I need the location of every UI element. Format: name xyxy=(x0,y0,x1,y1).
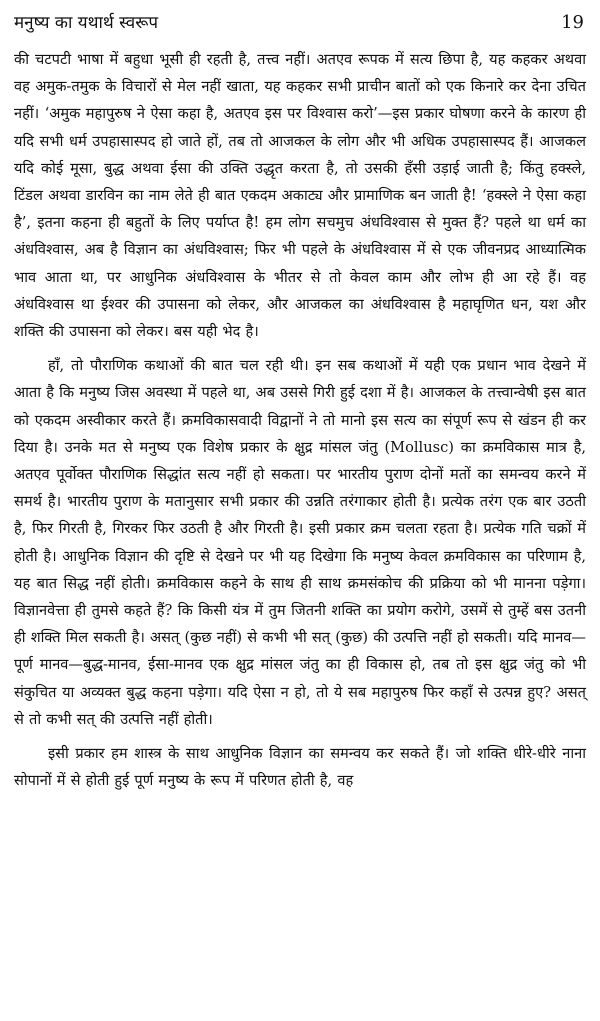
body-text xyxy=(14,46,586,794)
paragraph-3: इसी प्रकार हम शास्त्र के साथ आधुनिक विज्ञान का समन्वय कर सकते हैं। जो शक्ति धीरे-धीरे नाना सोपानों में से होती हुई पूर्ण मनुष्य के रूप में परिणत होती है, वह xyxy=(14,745,586,790)
paragraph-2: हाँ, तो पौराणिक कथाओं की बात चल रही थी। इन सब कथाओं में यही एक प्रधान भाव देखने में आता है कि मनुष्य जिस अवस्था में पहले था, अब उससे गिरी हुई दशा में है। आजकल के तत्त्वान्वेषी इस बात को एकदम अस्वीकार करते हैं। क्रमविकासवादी विद्वानों ने तो मानो इस सत्य का संपूर्ण रूप से खंडन ही कर दिया है। उनके मत से मनुष्य एक विशेष प्रकार के क्षुद्र मांसल जंतु (Mollusc) का क्रमविकास मात्र है, अतएव पूर्वोक्त पौराणिक सिद्धांत सत्य नहीं हो सकता। पर भारतीय पुराण दोनों मतों का समन्वय करने में समर्थ है। भारतीय पुराण के मतानुसार सभी प्रकार की उन्नति तरंगाकार होती है। प्रत्येक तरंग एक बार उठती है, फिर गिरती है, गिरकर फिर उठती है और गिरती है। इसी प्रकार क्रम चलता रहता है। प्रत्येक गति चक्रों में होती है। आधुनिक विज्ञान की दृष्टि से देखने पर भी यह दिखेगा कि मनुष्य केवल क्रमविकास का परिणाम है, यह बात सिद्ध नहीं होती। क्रमविकास कहने के साथ ही साथ क्रमसंकोच की प्रक्रिया को भी मानना पड़ेगा। विज्ञानवेत्ता ही तुमसे कहते हैं? कि किसी यंत्र में तुम जितनी शक्ति का प्रयोग करोगे, उसमें से तुम्हें बस उतनी ही शक्ति मिल सकती है। असत् (कुछ नहीं) से कभी भी सत् (कुछ) की उत्पत्ति नहीं हो सकती। यदि मानव—पूर्ण मानव—बुद्ध-मानव, ईसा-मानव एक क्षुद्र मांसल जंतु का ही विकास हो, तब तो इस क्षुद्र जंतु को भी संकुचित या अव्यक्त बुद्ध कहना पड़ेगा। यदि ऐसा न हो, तो ये सब महापुरुष फिर कहाँ से उत्पन्न हुए? असत् से तो कभी सत् की उत्पत्ति नहीं होती। xyxy=(14,357,586,728)
running-title: मनुष्य का यथार्थ स्वरूप xyxy=(14,13,159,33)
running-head xyxy=(14,8,586,46)
page-number: 19 xyxy=(561,12,584,33)
paragraph-1: की चटपटी भाषा में बहुधा भूसी ही रहती है, तत्त्व नहीं। अतएव रूपक में सत्य छिपा है, यह कहकर अथवा वह अमुक-तमुक के विचारों से मेल नहीं खाता, यह कहकर सभी प्राचीन बातों को एक किनारे कर देना उचित नहीं। ‘अमुक महापुरुष ने ऐसा कहा है, अतएव इस पर विश्वास करो’—इस प्रकार घोषणा करने के कारण ही यदि सभी धर्म उपहासास्पद हो जाते हों, तब तो आजकल के लोग और भी अधिक उपहासास्पद हैं। आजकल यदि कोई मूसा, बुद्ध अथवा ईसा की उक्ति उद्धृत करता है, तो उसकी हँसी उड़ाई जाती है; किंतु हक्स्ले, टिंडल अथवा डारविन का नाम लेते ही बात एकदम अकाट्य और प्रामाणिक बन जाती है! ‘हक्स्ले ने ऐसा कहा है’, इतना कहना ही बहुतों के लिए पर्याप्त है! हम लोग सचमुच अंधविश्वास से मुक्त हैं? पहले था धर्म का अंधविश्वास, अब है विज्ञान का अंधविश्वास; फिर भी पहले के अंधविश्वास में से एक जीवनप्रद आध्यात्मिक भाव आता था, पर आधुनिक अंधविश्वास के भीतर से तो केवल काम और लोभ ही आ रहे हैं। वह अंधविश्वास था ईश्वर की उपासना को लेकर, और आजकल का अंधविश्वास है महाघृणित धन, यश और शक्ति की उपासना को लेकर। बस यही भेद है। xyxy=(14,51,586,341)
book-page xyxy=(14,8,586,1013)
